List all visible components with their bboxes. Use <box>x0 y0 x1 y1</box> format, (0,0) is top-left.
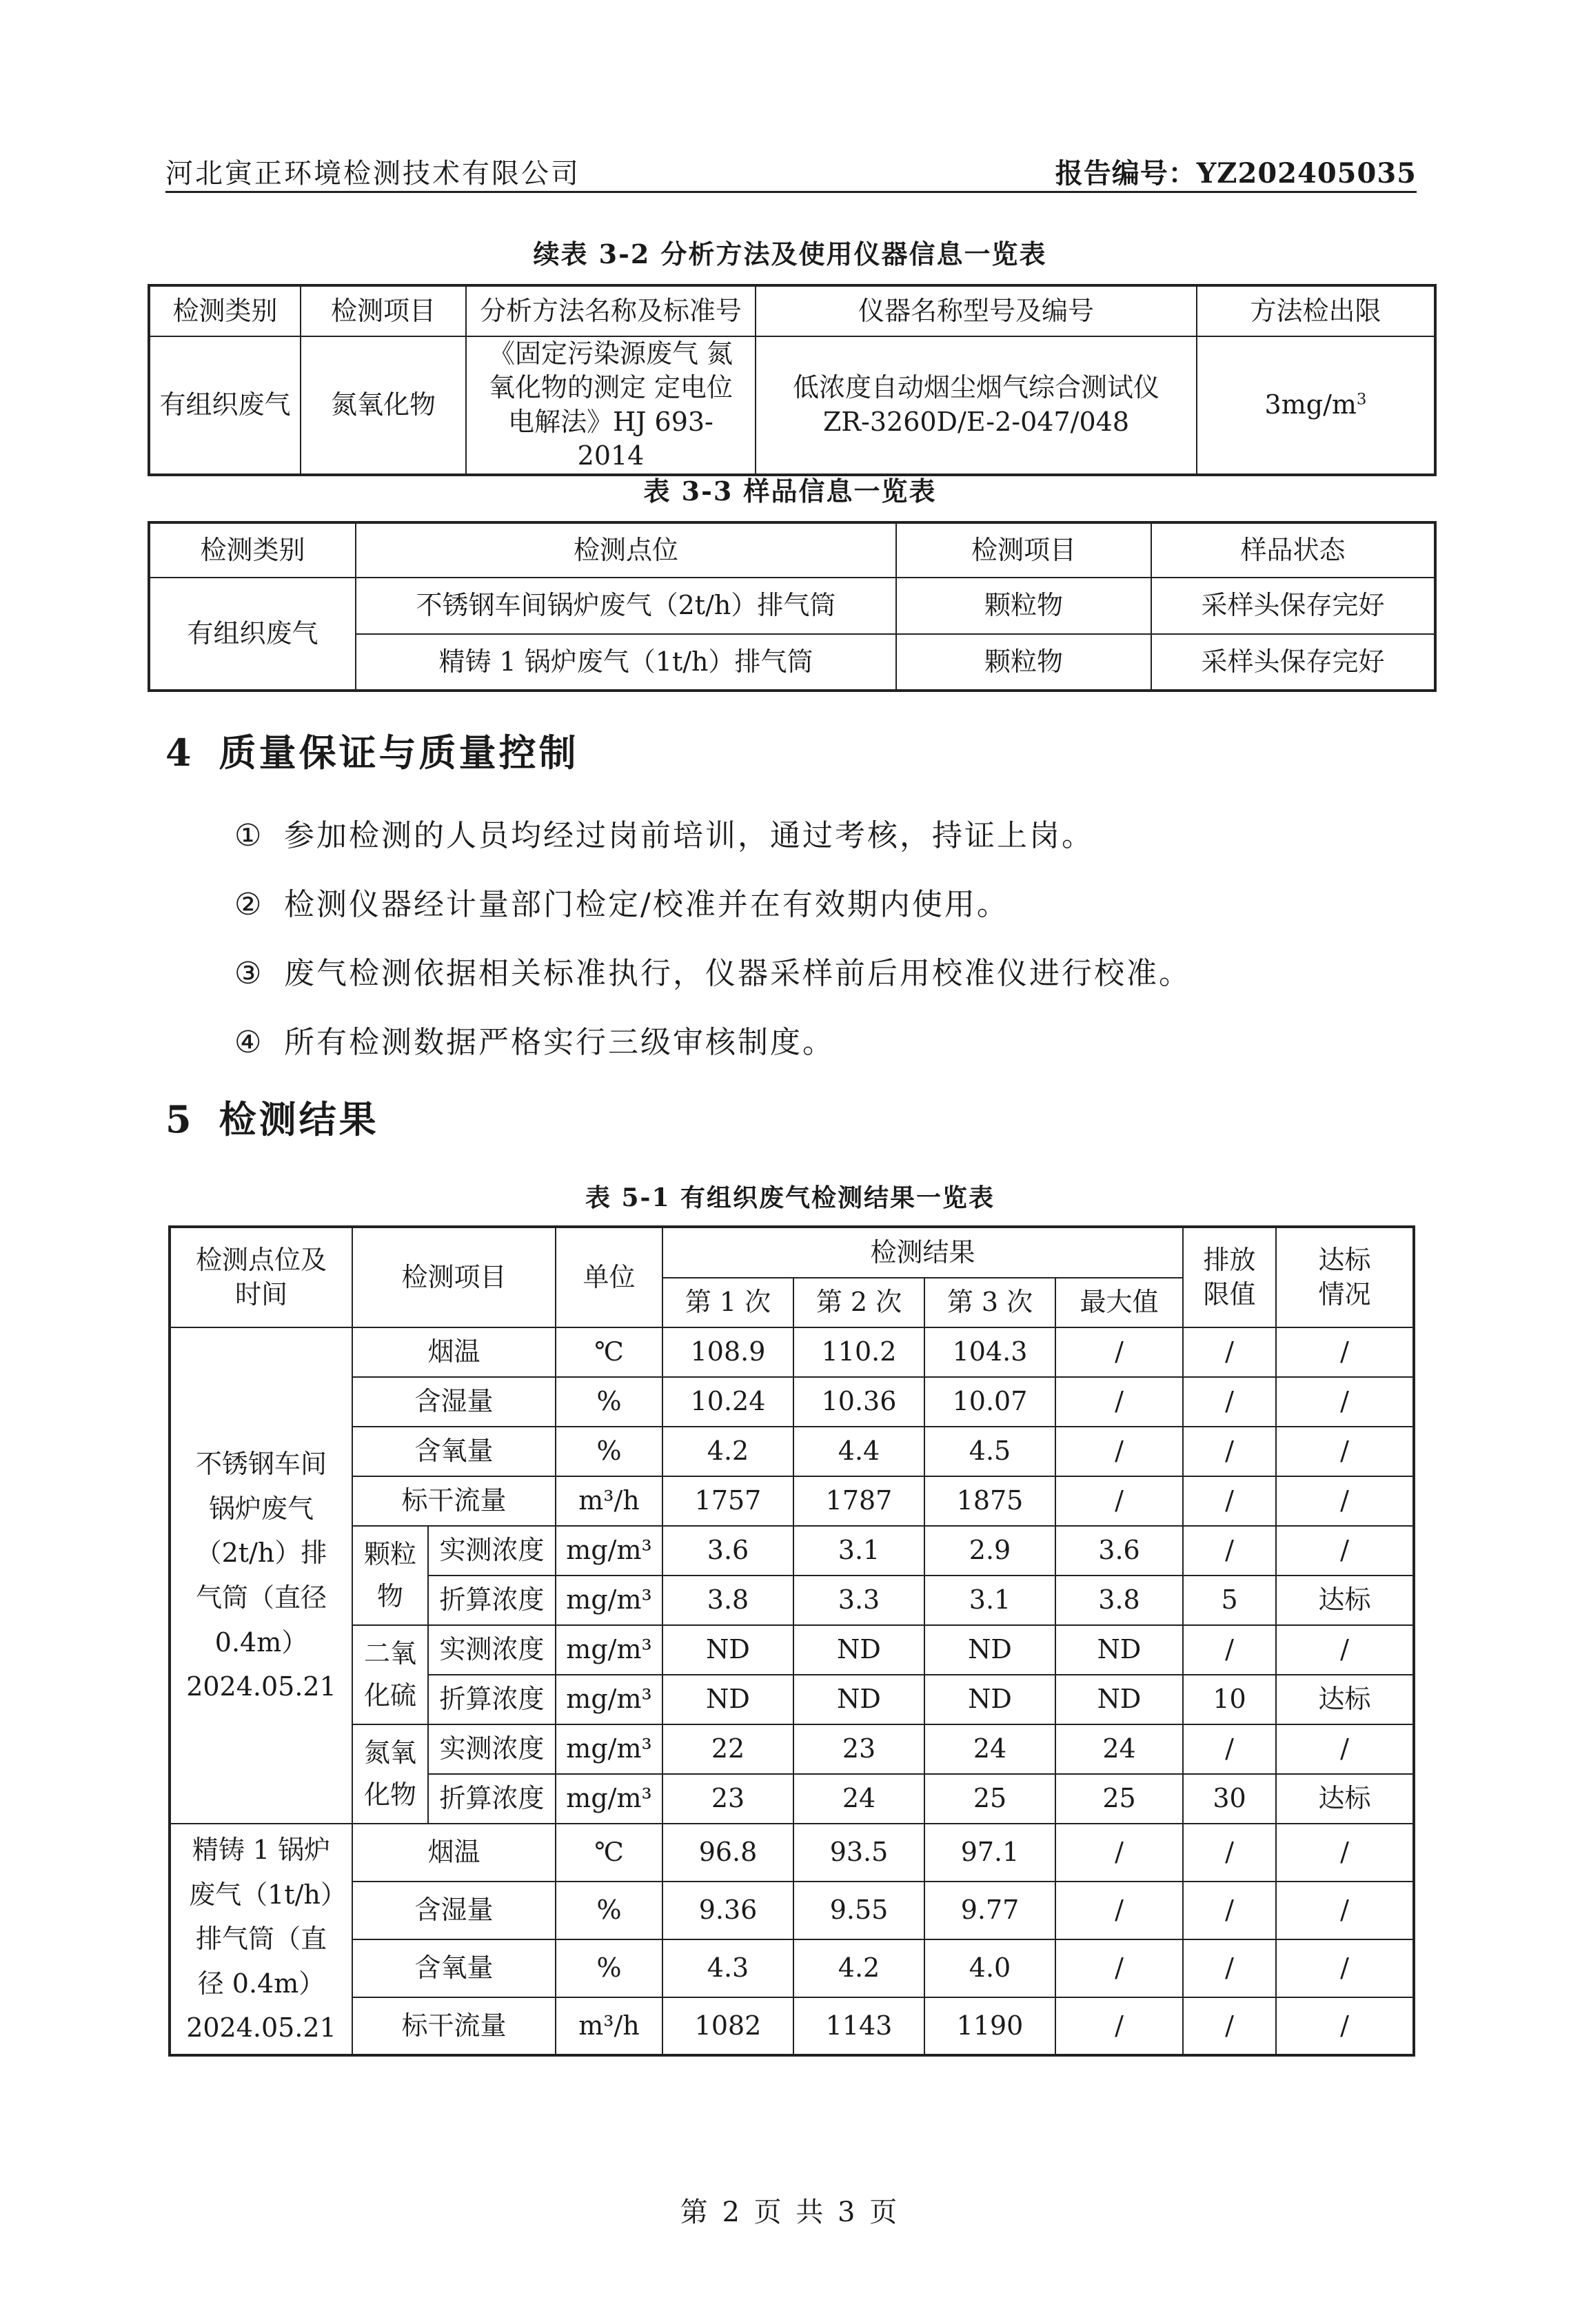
t33-state: 采样头保存完好 <box>1151 634 1435 691</box>
t51-header-max: 最大值 <box>1055 1278 1183 1327</box>
t51-status: 达标 <box>1276 1576 1414 1625</box>
t51-item: 烟温 <box>352 1327 556 1377</box>
t51-status: / <box>1276 1625 1414 1675</box>
qa-item-text: 所有检测数据严格实行三级审核制度。 <box>284 1025 835 1060</box>
t51-v2: 4.2 <box>793 1939 924 1997</box>
t33-header-item: 检测项目 <box>896 522 1151 578</box>
t51-unit: % <box>556 1427 662 1476</box>
t51-v1: 4.3 <box>662 1939 793 1997</box>
t51-v3: 2.9 <box>924 1526 1055 1576</box>
t32-limit-sup: 3 <box>1356 390 1367 409</box>
t32-header-item: 检测项目 <box>301 285 466 336</box>
t51-groupB-point <box>170 1824 352 2055</box>
t51-status: / <box>1276 1327 1414 1377</box>
t51-v2: 3.3 <box>793 1576 924 1625</box>
t51-max: / <box>1055 1939 1183 1997</box>
qa-item-text: 废气检测依据相关标准执行，仪器采样前后用校准仪进行校准。 <box>284 956 1191 991</box>
t51-item: 实测浓度 <box>428 1724 556 1774</box>
t51-limit: 10 <box>1183 1675 1276 1724</box>
t33-state: 采样头保存完好 <box>1151 578 1435 634</box>
t51-status: / <box>1276 1724 1414 1774</box>
t51-v1: 1082 <box>662 1997 793 2055</box>
t51-header-item: 检测项目 <box>352 1227 556 1327</box>
header-rule <box>165 191 1417 193</box>
t51-header-point-time: 检测点位及时间 <box>170 1227 352 1327</box>
t51-v2: 93.5 <box>793 1824 924 1882</box>
t51-item: 标干流量 <box>352 1476 556 1526</box>
t51-unit: mg/m³ <box>556 1526 662 1576</box>
t51-status: / <box>1276 1939 1414 1997</box>
t51-v3: 1875 <box>924 1476 1055 1526</box>
t33-header-state: 样品状态 <box>1151 522 1435 578</box>
t32-method: 《固定污染源废气 氮氧化物的测定 定电位电解法》HJ 693-2014 <box>466 336 756 475</box>
t51-status: / <box>1276 1476 1414 1526</box>
t51-v3: 4.0 <box>924 1939 1055 1997</box>
t51-max: 24 <box>1055 1724 1183 1774</box>
t51-v1: 1757 <box>662 1476 793 1526</box>
t51-limit: / <box>1183 1939 1276 1997</box>
t33-item: 颗粒物 <box>896 578 1151 634</box>
t51-max: / <box>1055 1327 1183 1377</box>
t51-v1: 22 <box>662 1724 793 1774</box>
table-3-2 <box>148 284 1437 476</box>
t51-v1: 96.8 <box>662 1824 793 1882</box>
t51-v2: 24 <box>793 1774 924 1824</box>
t32-header-category: 检测类别 <box>149 285 301 336</box>
report-number: 报告编号：YZ202405035 <box>1055 157 1417 190</box>
t51-unit: % <box>556 1939 662 1997</box>
t51-max: / <box>1055 1824 1183 1882</box>
t51-max: / <box>1055 1476 1183 1526</box>
t51-v1: 108.9 <box>662 1327 793 1377</box>
t51-v1: 3.8 <box>662 1576 793 1625</box>
t51-unit: ℃ <box>556 1327 662 1377</box>
t51-item: 折算浓度 <box>428 1576 556 1625</box>
table-3-2-caption: 续表 3-2 分析方法及使用仪器信息一览表 <box>533 238 1047 269</box>
t51-v2: 10.36 <box>793 1377 924 1427</box>
section-4-title: 质量保证与质量控制 <box>219 731 579 775</box>
t51-v2: 4.4 <box>793 1427 924 1476</box>
t51-unit: % <box>556 1377 662 1427</box>
qa-item-number: ④ <box>234 1025 264 1060</box>
t32-instrument-no: ZR-3260D/E-2-047/048 <box>823 406 1129 437</box>
t51-v2: 1143 <box>793 1997 924 2055</box>
t51-limit: / <box>1183 1882 1276 1939</box>
t32-instrument-name: 低浓度自动烟尘烟气综合测试仪 <box>792 372 1159 403</box>
t51-v2: 3.1 <box>793 1526 924 1576</box>
t51-v1: 10.24 <box>662 1377 793 1427</box>
t51-header-r3: 第 3 次 <box>924 1278 1055 1327</box>
t51-limit: / <box>1183 1476 1276 1526</box>
t51-groupA-point <box>170 1327 352 1824</box>
t51-max: / <box>1055 1427 1183 1476</box>
t51-max: / <box>1055 1882 1183 1939</box>
company-name: 河北寅正环境检测技术有限公司 <box>165 158 580 190</box>
t51-v2: ND <box>793 1625 924 1675</box>
t51-v1: 23 <box>662 1774 793 1824</box>
t51-groupA-point-text: 不锈钢车间锅炉废气（2t/h）排气筒（直径 0.4m） <box>195 1449 327 1658</box>
t51-unit: mg/m³ <box>556 1675 662 1724</box>
t32-limit-value: 3mg/m <box>1264 389 1357 420</box>
t51-max: 3.6 <box>1055 1526 1183 1576</box>
t33-header-category: 检测类别 <box>149 522 356 578</box>
t33-header-point: 检测点位 <box>356 522 896 578</box>
t51-groupB-date: 2024.05.21 <box>186 2012 336 2043</box>
t51-status: / <box>1276 1997 1414 2055</box>
t51-unit: mg/m³ <box>556 1774 662 1824</box>
t51-v1: 9.36 <box>662 1882 793 1939</box>
t51-v3: 97.1 <box>924 1824 1055 1882</box>
t51-limit: / <box>1183 1625 1276 1675</box>
t51-item: 折算浓度 <box>428 1774 556 1824</box>
t51-max: 25 <box>1055 1774 1183 1824</box>
t51-groupA-date: 2024.05.21 <box>186 1671 336 1702</box>
t51-item: 折算浓度 <box>428 1675 556 1724</box>
t51-limit: / <box>1183 1724 1276 1774</box>
qa-item <box>234 948 1191 992</box>
t51-status: / <box>1276 1427 1414 1476</box>
t51-v3: 1190 <box>924 1997 1055 2055</box>
t51-item: 实测浓度 <box>428 1526 556 1576</box>
qa-item-number: ① <box>234 818 264 853</box>
t51-unit: mg/m³ <box>556 1724 662 1774</box>
t51-header-unit: 单位 <box>556 1227 662 1327</box>
section-5-heading <box>165 1090 379 1143</box>
qa-item-text: 参加检测的人员均经过岗前培训，通过考核，持证上岗。 <box>284 818 1094 853</box>
t51-v3: 4.5 <box>924 1427 1055 1476</box>
t51-status: 达标 <box>1276 1675 1414 1724</box>
t51-limit: 5 <box>1183 1576 1276 1625</box>
t32-limit <box>1197 336 1435 475</box>
t51-unit: m³/h <box>556 1997 662 2055</box>
t33-item: 颗粒物 <box>896 634 1151 691</box>
t51-v2: 9.55 <box>793 1882 924 1939</box>
t51-header-r2: 第 2 次 <box>793 1278 924 1327</box>
section-5-title: 检测结果 <box>219 1097 379 1141</box>
t51-v3: 104.3 <box>924 1327 1055 1377</box>
t51-limit: / <box>1183 1526 1276 1576</box>
t51-item: 含氧量 <box>352 1939 556 1997</box>
t51-limit: / <box>1183 1327 1276 1377</box>
t51-header-results: 检测结果 <box>662 1227 1183 1278</box>
t51-unit: ℃ <box>556 1824 662 1882</box>
t32-item: 氮氧化物 <box>301 336 466 475</box>
t51-unit: m³/h <box>556 1476 662 1526</box>
t51-max: 3.8 <box>1055 1576 1183 1625</box>
t51-max: ND <box>1055 1625 1183 1675</box>
t51-v3: 25 <box>924 1774 1055 1824</box>
t51-v2: ND <box>793 1675 924 1724</box>
t51-limit: / <box>1183 1377 1276 1427</box>
qa-item-number: ③ <box>234 956 264 991</box>
section-5-number: 5 <box>165 1097 194 1141</box>
t51-unit: % <box>556 1882 662 1939</box>
t51-header-status: 达标情况 <box>1276 1227 1414 1327</box>
t33-point: 不锈钢车间锅炉废气（2t/h）排气筒 <box>356 578 896 634</box>
t51-pollutant-group: 氮氧化物 <box>352 1724 428 1824</box>
qa-item-text: 检测仪器经计量部门检定/校准并在有效期内使用。 <box>284 887 1009 922</box>
t51-limit: 30 <box>1183 1774 1276 1824</box>
table-5-1-caption: 表 5-1 有组织废气检测结果一览表 <box>585 1183 995 1212</box>
section-4-heading <box>165 724 579 777</box>
t51-status: 达标 <box>1276 1774 1414 1824</box>
t51-v2: 110.2 <box>793 1327 924 1377</box>
t51-v1: ND <box>662 1675 793 1724</box>
qa-item <box>234 879 1009 924</box>
t33-point: 精铸 1 锅炉废气（1t/h）排气筒 <box>356 634 896 691</box>
t51-unit: mg/m³ <box>556 1576 662 1625</box>
t51-pollutant-group: 颗粒物 <box>352 1526 428 1625</box>
t51-limit: / <box>1183 1427 1276 1476</box>
t51-v3: ND <box>924 1675 1055 1724</box>
t51-item: 实测浓度 <box>428 1625 556 1675</box>
t51-max: / <box>1055 1997 1183 2055</box>
t32-category: 有组织废气 <box>149 336 301 475</box>
t51-limit: / <box>1183 1997 1276 2055</box>
t51-v3: 3.1 <box>924 1576 1055 1625</box>
t51-header-limit: 排放限值 <box>1183 1227 1276 1327</box>
section-4-number: 4 <box>165 731 194 775</box>
t51-v3: 24 <box>924 1724 1055 1774</box>
t51-v3: 10.07 <box>924 1377 1055 1427</box>
t32-instrument <box>756 336 1197 475</box>
table-3-3-caption: 表 3-3 样品信息一览表 <box>643 476 937 507</box>
t51-v2: 1787 <box>793 1476 924 1526</box>
t51-item: 含氧量 <box>352 1427 556 1476</box>
t51-groupB-point-text: 精铸 1 锅炉废气（1t/h）排气筒（直径 0.4m） <box>189 1835 334 1999</box>
t51-item: 烟温 <box>352 1824 556 1882</box>
t51-status: / <box>1276 1377 1414 1427</box>
t51-v3: ND <box>924 1625 1055 1675</box>
t51-item: 含湿量 <box>352 1377 556 1427</box>
t51-v1: 4.2 <box>662 1427 793 1476</box>
t32-header-method: 分析方法名称及标准号 <box>466 285 756 336</box>
t51-header-r1: 第 1 次 <box>662 1278 793 1327</box>
t51-max: / <box>1055 1377 1183 1427</box>
t32-header-limit: 方法检出限 <box>1197 285 1435 336</box>
qa-item-number: ② <box>234 887 264 922</box>
t51-v3: 9.77 <box>924 1882 1055 1939</box>
page-header <box>165 138 1417 193</box>
t51-unit: mg/m³ <box>556 1625 662 1675</box>
t51-limit: / <box>1183 1824 1276 1882</box>
t33-category: 有组织废气 <box>149 578 356 691</box>
t51-status: / <box>1276 1824 1414 1882</box>
t51-v2: 23 <box>793 1724 924 1774</box>
t51-v1: 3.6 <box>662 1526 793 1576</box>
t51-status: / <box>1276 1882 1414 1939</box>
t32-header-instrument: 仪器名称型号及编号 <box>756 285 1197 336</box>
page-footer: 第 2 页 共 3 页 <box>680 2196 900 2228</box>
qa-item <box>234 1017 835 1061</box>
qa-item <box>234 811 1094 855</box>
t51-pollutant-group: 二氧化硫 <box>352 1625 428 1724</box>
table-3-3 <box>148 521 1437 692</box>
t51-v1: ND <box>662 1625 793 1675</box>
t51-item: 标干流量 <box>352 1997 556 2055</box>
t51-item: 含湿量 <box>352 1882 556 1939</box>
t51-max: ND <box>1055 1675 1183 1724</box>
t51-status: / <box>1276 1526 1414 1576</box>
table-5-1 <box>168 1225 1415 2057</box>
